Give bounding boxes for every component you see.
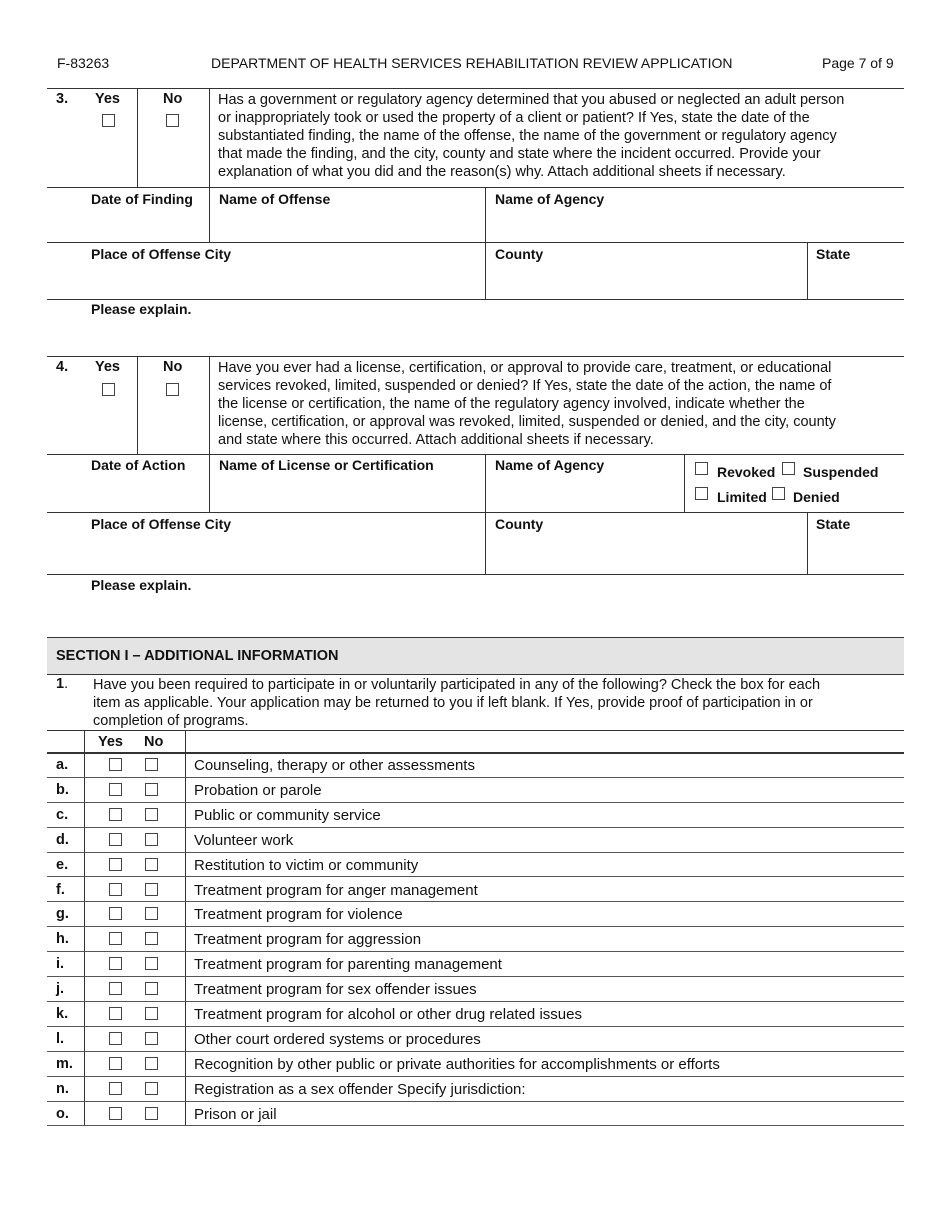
item-letter: d. (56, 831, 69, 848)
question-3-text-line: substantiated finding, the name of the offense, the name of the government or regulatory agency (218, 128, 837, 144)
state-label: State (816, 246, 851, 262)
question-4-yes-checkbox[interactable] (102, 383, 115, 396)
section-title: SECTION I – ADDITIONAL INFORMATION (56, 648, 339, 664)
item-yes-checkbox[interactable] (109, 783, 122, 796)
table-row (47, 1077, 904, 1102)
item-yes-checkbox[interactable] (109, 1082, 122, 1095)
table-row (47, 828, 904, 853)
item-no-checkbox[interactable] (145, 883, 158, 896)
name-of-license-label: Name of License or Certification (219, 457, 434, 473)
item-letter: k. (56, 1006, 69, 1022)
table-row (47, 753, 904, 778)
q4-county-field[interactable] (486, 536, 806, 572)
table-row (47, 952, 904, 977)
county-label: County (495, 246, 544, 262)
question-3-text-line: Has a government or regulatory agency determined that you abused or neglected an adult person (218, 92, 845, 108)
table-row (47, 1027, 904, 1052)
item-text: Counseling, therapy or other assessments (194, 757, 475, 774)
table-row (47, 902, 904, 927)
item-text: Registration as a sex offender Specify jurisdiction: (194, 1080, 526, 1098)
suspended-label: Suspended (803, 464, 879, 480)
item-no-checkbox[interactable] (145, 1007, 158, 1020)
table-row (47, 1102, 904, 1127)
date-of-action-label: Date of Action (91, 457, 186, 473)
denied-label: Denied (793, 489, 840, 505)
table-row (47, 778, 904, 803)
section-question-number: 1. (56, 676, 69, 692)
question-4-text (218, 359, 898, 449)
item-yes-checkbox[interactable] (109, 758, 122, 771)
question-4-text-line: Have you ever had a license, certification, or approval to provide care, treatment, or educational (218, 360, 832, 376)
place-of-offense-city-label: Place of Offense City (91, 516, 232, 532)
section-question-number-value: 1 (56, 676, 65, 692)
county-label: County (495, 516, 544, 532)
place-of-offense-city-label: Place of Offense City (91, 246, 232, 262)
item-yes-checkbox[interactable] (109, 1032, 122, 1045)
item-no-checkbox[interactable] (145, 1057, 158, 1070)
denied-checkbox[interactable] (772, 487, 785, 500)
item-text: Probation or parole (194, 781, 322, 799)
item-letter: l. (56, 1030, 65, 1047)
item-text: Volunteer work (194, 831, 294, 849)
item-letter: m. (56, 1055, 73, 1072)
item-yes-checkbox[interactable] (109, 883, 122, 896)
question-3-no-label: No (163, 91, 183, 107)
table-row (47, 977, 904, 1002)
q4-place-of-offense-city-field[interactable] (48, 536, 484, 572)
item-text: Treatment program for parenting management (194, 956, 502, 974)
item-text: Public or community service (194, 806, 381, 824)
table-row (47, 1002, 904, 1027)
limited-label: Limited (717, 489, 767, 505)
section-question-text-line: Have you been required to participate in or voluntarily participated in any of the following? Check the box for each (93, 677, 821, 693)
item-letter: n. (56, 1080, 69, 1097)
item-letter: f. (56, 881, 65, 898)
item-text: Treatment program for alcohol or other drug related issues (194, 1006, 582, 1023)
please-explain-label: Please explain. (91, 301, 192, 317)
name-of-offense-label: Name of Offense (219, 191, 331, 207)
name-of-offense-field[interactable] (210, 210, 484, 240)
county-field[interactable] (486, 265, 806, 297)
form-number: F-83263 (57, 55, 110, 71)
table-row (47, 927, 904, 952)
date-of-finding-label: Date of Finding (91, 191, 193, 207)
question-3-number: 3. (56, 91, 69, 107)
item-letter: b. (56, 781, 69, 798)
item-no-checkbox[interactable] (145, 982, 158, 995)
please-explain-label: Please explain. (91, 577, 192, 593)
item-no-checkbox[interactable] (145, 1032, 158, 1045)
item-text: Treatment program for aggression (194, 931, 422, 949)
place-of-offense-city-field[interactable] (48, 265, 484, 297)
question-4-text-line: and state where this occurred. Attach additional sheets if necessary. (218, 432, 654, 448)
q4-agency-field[interactable] (486, 476, 683, 510)
question-4-no-checkbox[interactable] (166, 383, 179, 396)
item-letter: h. (56, 931, 69, 948)
question-3-yes-label: Yes (95, 91, 120, 107)
section-question-text-line: completion of programs. (93, 713, 249, 729)
please-explain-field[interactable] (48, 318, 902, 354)
date-of-action-field[interactable] (48, 476, 208, 510)
page-number: Page 7 of 9 (822, 55, 894, 71)
state-field[interactable] (808, 265, 902, 297)
item-no-checkbox[interactable] (145, 1107, 158, 1120)
item-no-checkbox[interactable] (145, 1082, 158, 1095)
item-yes-checkbox[interactable] (109, 907, 122, 920)
revoked-label: Revoked (717, 464, 776, 480)
section-question-text (93, 676, 898, 730)
name-of-agency-label: Name of Agency (495, 457, 605, 473)
question-3-text-line: or inappropriately took or used the property of a client or patient? If Yes, state the date of the (218, 110, 810, 126)
item-yes-checkbox[interactable] (109, 982, 122, 995)
item-text: Recognition by other public or private authorities for accomplishments or efforts (194, 1055, 720, 1073)
question-4-number: 4. (56, 359, 69, 375)
item-letter: e. (56, 856, 69, 873)
item-text: Restitution to victim or community (194, 856, 419, 874)
item-letter: a. (56, 757, 69, 773)
question-4-text-line: license, certification, or approval was revoked, limited, suspended or denied, and the city, county (218, 414, 836, 430)
document-title: DEPARTMENT OF HEALTH SERVICES REHABILITATION REVIEW APPLICATION (211, 55, 733, 71)
name-of-agency-label: Name of Agency (495, 191, 605, 207)
q4-please-explain-field[interactable] (48, 594, 902, 634)
item-yes-checkbox[interactable] (109, 1057, 122, 1070)
item-text: Other court ordered systems or procedures (194, 1030, 481, 1048)
item-no-checkbox[interactable] (145, 907, 158, 920)
item-no-checkbox[interactable] (145, 957, 158, 970)
table-row (47, 803, 904, 828)
item-no-checkbox[interactable] (145, 758, 158, 771)
item-yes-checkbox[interactable] (109, 808, 122, 821)
suspended-checkbox[interactable] (782, 462, 795, 475)
item-yes-checkbox[interactable] (109, 932, 122, 945)
limited-checkbox[interactable] (695, 487, 708, 500)
item-letter: g. (56, 906, 69, 923)
state-label: State (816, 516, 851, 532)
section-question-text-line: item as applicable. Your application may be returned to you if left blank. If Yes, provide proof of participation in or (93, 695, 813, 711)
item-yes-checkbox[interactable] (109, 957, 122, 970)
yes-column-header: Yes (98, 734, 123, 750)
item-yes-checkbox[interactable] (109, 858, 122, 871)
question-4-yes-label: Yes (95, 359, 120, 375)
table-row (47, 1052, 904, 1077)
no-column-header: No (144, 734, 164, 750)
item-no-checkbox[interactable] (145, 808, 158, 821)
question-4-no-label: No (163, 359, 183, 375)
item-text: Treatment program for violence (194, 906, 403, 924)
table-row (47, 853, 904, 878)
question-3-yes-checkbox[interactable] (102, 114, 115, 127)
item-letter: c. (56, 806, 69, 823)
item-yes-checkbox[interactable] (109, 1107, 122, 1120)
date-of-finding-field[interactable] (48, 210, 208, 240)
question-3-text-line: explanation of what you did and the reason(s) why. Attach additional sheets if necessary. (218, 164, 786, 180)
question-3-text-line: that made the finding, and the city, county and state where the incident occurred. Provide your (218, 146, 821, 162)
name-of-agency-field[interactable] (486, 210, 902, 240)
item-no-checkbox[interactable] (145, 932, 158, 945)
item-no-checkbox[interactable] (145, 858, 158, 871)
item-yes-checkbox[interactable] (109, 1007, 122, 1020)
item-letter: j. (56, 981, 65, 998)
table-row (47, 878, 904, 903)
q4-state-field[interactable] (808, 536, 902, 572)
question-3-text (218, 91, 898, 181)
name-of-license-field[interactable] (210, 476, 484, 510)
item-yes-checkbox[interactable] (109, 833, 122, 846)
item-no-checkbox[interactable] (145, 833, 158, 846)
question-4-text-line: services revoked, limited, suspended or denied? If Yes, state the date of the action, the name of (218, 378, 832, 394)
question-3-no-checkbox[interactable] (166, 114, 179, 127)
item-letter: i. (56, 956, 65, 973)
item-text: Treatment program for anger management (194, 881, 478, 899)
question-4-text-line: the license or certification, the name of the regulatory agency involved, indicate whether the (218, 396, 805, 412)
item-text: Prison or jail (194, 1105, 277, 1123)
item-no-checkbox[interactable] (145, 783, 158, 796)
item-letter: o. (56, 1105, 69, 1122)
item-text: Treatment program for sex offender issues (194, 981, 477, 999)
revoked-checkbox[interactable] (695, 462, 708, 475)
